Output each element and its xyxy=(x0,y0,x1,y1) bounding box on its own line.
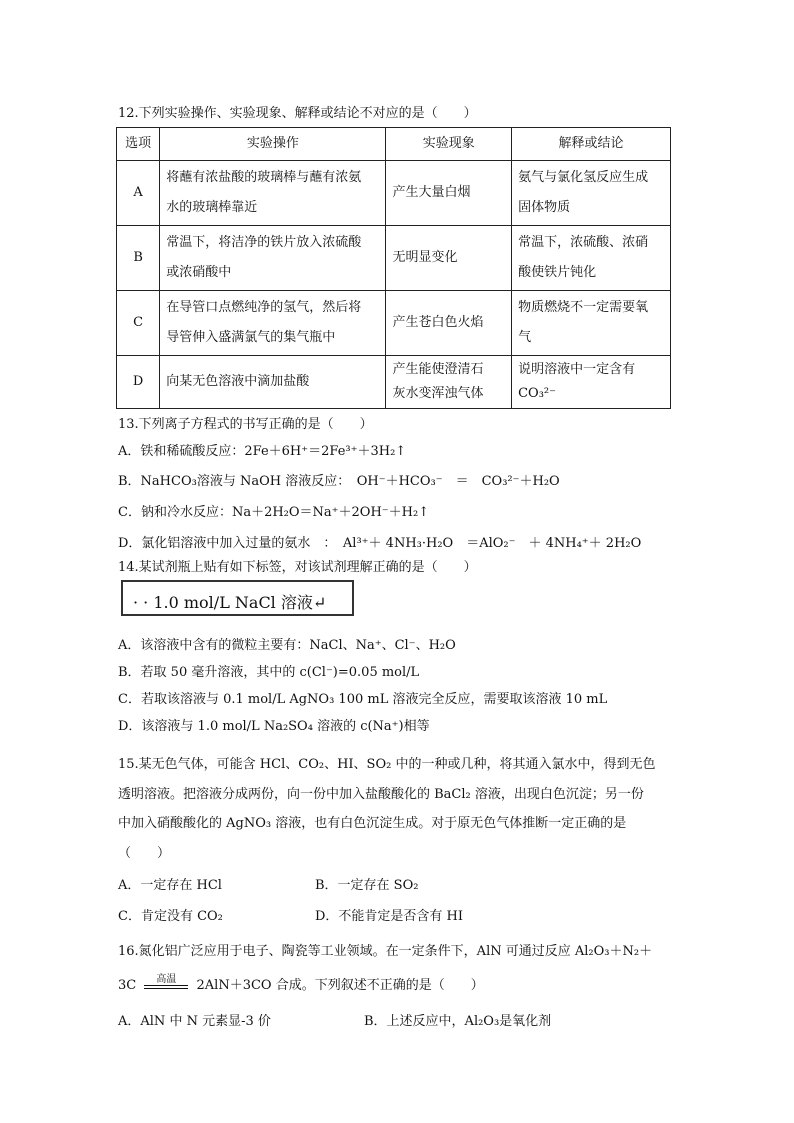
conclusion-line: 物质燃烧不一定需要氧 xyxy=(518,300,649,315)
operation-line: 向某无色溶液中滴加盐酸 xyxy=(166,374,310,389)
experiment-table xyxy=(116,127,671,409)
q15-option-a: A．一定存在 HCl xyxy=(118,878,222,893)
q15-option-d: D．不能肯定是否含有 HI xyxy=(315,909,464,924)
row-phenomenon xyxy=(386,226,512,291)
conclusion-line: 说明溶液中一定含有 xyxy=(518,362,636,377)
reagent-label xyxy=(121,580,354,616)
row-conclusion xyxy=(512,226,671,291)
row-operation xyxy=(160,356,386,409)
row-conclusion xyxy=(512,291,671,356)
q14-option-a: A．该溶液中含有的微粒主要有：NaCl、Na⁺、Cl⁻、H₂O xyxy=(118,638,456,653)
conclusion-line: 氨气与氯化氢反应生成 xyxy=(518,170,649,185)
q13-stem: 13.下列离子方程式的书写正确的是（ ） xyxy=(118,417,373,432)
phenomenon-line: 无明显变化 xyxy=(392,250,458,265)
phenomenon-line: 灰水变浑浊气体 xyxy=(392,386,484,401)
header-operation: 实验操作 xyxy=(160,128,386,161)
reaction-condition: 高温 xyxy=(156,974,177,985)
q15-line: （ ） xyxy=(118,846,171,861)
q16-option-a: A．AlN 中 N 元素显-3 价 xyxy=(118,1014,271,1029)
q14-option-b: B．若取 50 毫升溶液，其中的 c(Cl⁻)=0.05 mol/L xyxy=(118,665,420,680)
row-operation xyxy=(160,291,386,356)
table-row xyxy=(117,226,671,291)
operation-line: 将蘸有浓盐酸的玻璃棒与蘸有浓氨 xyxy=(166,170,362,185)
conclusion-line: 常温下，浓硫酸、浓硝 xyxy=(518,235,649,250)
q13-option-c: C．钠和冷水反应：Na＋2H₂O＝Na⁺＋2OH⁻＋H₂↑ xyxy=(118,505,430,520)
row-conclusion xyxy=(512,161,671,226)
table-header-row xyxy=(117,128,671,161)
phenomenon-line: 产生苍白色火焰 xyxy=(392,315,484,330)
conclusion-line: 酸使铁片钝化 xyxy=(518,265,597,280)
phenomenon-line: 产生能使澄清石 xyxy=(392,362,484,377)
row-option: A xyxy=(117,161,160,226)
q12-stem: 12.下列实验操作、实验现象、解释或结论不对应的是（ ） xyxy=(118,106,477,121)
row-operation xyxy=(160,226,386,291)
operation-line: 或浓硝酸中 xyxy=(166,265,232,280)
table-row xyxy=(117,291,671,356)
q15-line: 中加入硝酸酸化的 AgNO₃ 溶液，也有白色沉淀生成。对于原无色气体推断一定正确的是 xyxy=(118,816,627,831)
operation-line: 常温下，将洁净的铁片放入浓硫酸 xyxy=(166,235,362,250)
header-option: 选项 xyxy=(117,128,160,161)
q15-option-c: C．肯定没有 CO₂ xyxy=(118,909,223,924)
q14-option-d: D．该溶液与 1.0 mol/L Na₂SO₄ 溶液的 c(Na⁺)相等 xyxy=(118,719,430,734)
q16-equation-line xyxy=(118,974,484,993)
header-phenomenon: 实验现象 xyxy=(386,128,512,161)
q13-option-b: B．NaHCO₃溶液与 NaOH 溶液反应： OH⁻＋HCO₃⁻ ＝ CO₃²⁻＋H₂O xyxy=(118,474,560,489)
row-phenomenon xyxy=(386,291,512,356)
header-conclusion: 解释或结论 xyxy=(512,128,671,161)
conclusion-line: 固体物质 xyxy=(518,200,571,215)
q14-stem: 14.某试剂瓶上贴有如下标签，对该试剂理解正确的是（ ） xyxy=(118,560,477,575)
operation-line: 导管伸入盛满氯气的集气瓶中 xyxy=(166,330,336,345)
q13-option-d: D．氯化铝溶液中加入过量的氨水 ： Al³⁺＋ 4NH₃·H₂O ＝AlO₂⁻ ＋ 4NH₄⁺＋ 2H₂O xyxy=(118,536,642,551)
conclusion-line: CO₃²⁻ xyxy=(518,386,556,401)
q15-option-b: B．一定存在 SO₂ xyxy=(315,878,419,893)
phenomenon-line: 产生大量白烟 xyxy=(392,185,471,200)
operation-line: 在导管口点燃纯净的氢气，然后将 xyxy=(166,300,362,315)
row-phenomenon xyxy=(386,161,512,226)
q13-option-a: A．铁和稀硫酸反应：2Fe＋6H⁺＝2Fe³⁺＋3H₂↑ xyxy=(118,444,407,459)
q15-line: 透明溶液。把溶液分成两份，向一份中加入盐酸酸化的 BaCl₂ 溶液，出现白色沉淀；另一份 xyxy=(118,787,644,802)
q14-option-c: C．若取该溶液与 0.1 mol/L AgNO₃ 100 mL 溶液完全反应，需要取该溶液 10 mL xyxy=(118,692,608,707)
reagent-label-text: · · 1.0 mol/L NaCl 溶液↵ xyxy=(133,593,327,612)
row-phenomenon xyxy=(386,356,512,409)
row-option: B xyxy=(117,226,160,291)
operation-line: 水的玻璃棒靠近 xyxy=(166,200,258,215)
row-conclusion xyxy=(512,356,671,409)
reaction-condition-arrow xyxy=(144,974,188,989)
q16-line2-start: 3C xyxy=(118,978,137,993)
q16-option-b: B．上述反应中，Al₂O₃是氧化剂 xyxy=(364,1014,552,1029)
table-row xyxy=(117,356,671,409)
table-row xyxy=(117,161,671,226)
row-operation xyxy=(160,161,386,226)
row-option: D xyxy=(117,356,160,409)
row-option: C xyxy=(117,291,160,356)
q15-line: 15.某无色气体，可能含 HCl、CO₂、HI、SO₂ 中的一种或几种，将其通入氯水中，得到无色 xyxy=(118,757,656,772)
conclusion-line: 气 xyxy=(518,330,532,345)
q16-line2-end: 2AlN＋3CO 合成。下列叙述不正确的是（ ） xyxy=(196,978,484,993)
q16-line: 16.氮化铝广泛应用于电子、陶瓷等工业领域。在一定条件下，AlN 可通过反应 Al₂O₃＋N₂＋ xyxy=(118,944,653,959)
